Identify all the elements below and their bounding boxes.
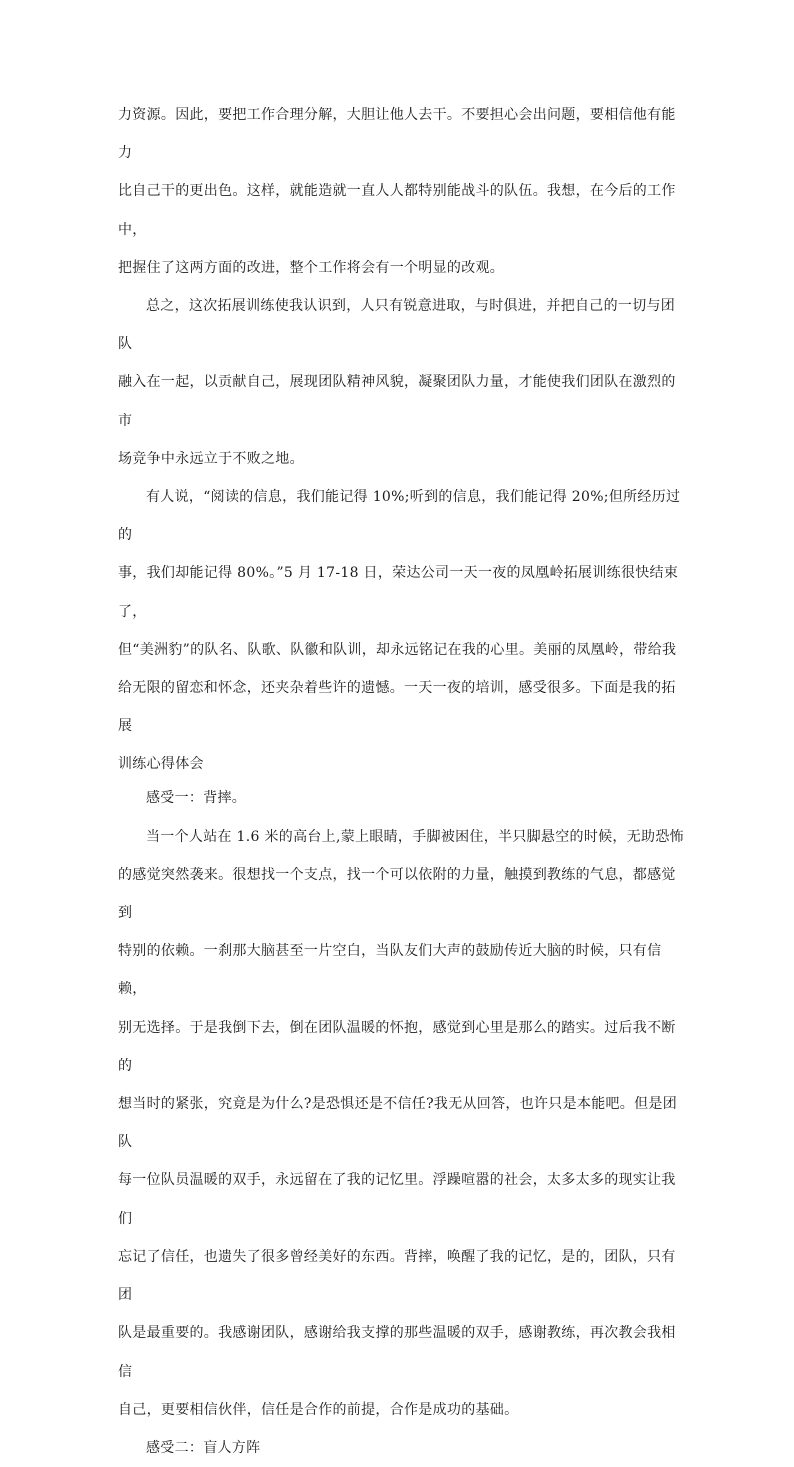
paragraph-feeling-1: 当一个人站在 1.6 米的高台上,蒙上眼睛，手脚被困住，半只脚悬空的时候，无助恐怖 的感觉突然袭来。很想找一个支点，找一个可以依附的力量，触摸到教练的气息，都感觉到 特别的依赖。一刹那大脑甚至一片空白，当队友们大声的鼓励传近大脑的时候，只有信赖， 别无选择。于是我倒下去，倒在团队温暖的怀抱，感觉到心里是那么的踏实。过后我不断的 想当时的紧张，究竟是为什么?是恐惧还是不信任?我无从回答，也许只是本能吧。但是团队 每一位队员温暖的双手，永远留在了我的记忆里。浮躁喧嚣的社会，太多太多的现实让我们 忘记了信任，也遗失了很多曾经美好的东西。背摔，唤醒了我的记忆，是的，团队，只有团 队是最重要的。我感谢团队，感谢给我支撑的那些温暖的双手，感谢教练，再次教会我相信 自己，更要相信伙伴，信任是合作的前提，合作是成功的基础。 (118, 828, 684, 1418)
paragraph-3-continuation: 训练心得体会 (118, 756, 204, 773)
paragraph-3: 有人说，“阅读的信息，我们能记得 10%;听到的信息，我们能记得 20%;但所经历过的 事，我们却能记得 80%。”5 月 17-18 日，荣达公司一天一夜的凤凰岭拓展训练很快结束了， 但“美洲豹”的队名、队歌、队徽和队训，却永远铭记在我的心里。美丽的凤凰岭，带给我 给无限的留恋和怀念，还夹杂着些许的遗憾。一天一夜的培训，感受很多。下面是我的拓展 (118, 489, 681, 735)
section-heading-feeling-1: 感受一：背摔。 (146, 790, 247, 807)
section-heading-feeling-2: 感受二：盲人方阵 (146, 1439, 261, 1456)
document-body (118, 96, 688, 1467)
paragraph-2: 总之，这次拓展训练使我认识到，人只有锐意进取，与时俱进，并把自己的一切与团队 融入在一起，以贡献自己，展现团队精神风貌，凝聚团队力量，才能使我们团队在激烈的市 场竞争中永远立于不败之地。 (118, 298, 676, 467)
paragraph-1: 力资源。因此，要把工作合理分解，大胆让他人去干。不要担心会出问题，要相信他有能力 比自己干的更出色。这样，就能造就一直人人都特别能战斗的队伍。我想，在今后的工作中， 把握住了这两方面的改进，整个工作将会有一个明显的改观。 (118, 107, 676, 276)
